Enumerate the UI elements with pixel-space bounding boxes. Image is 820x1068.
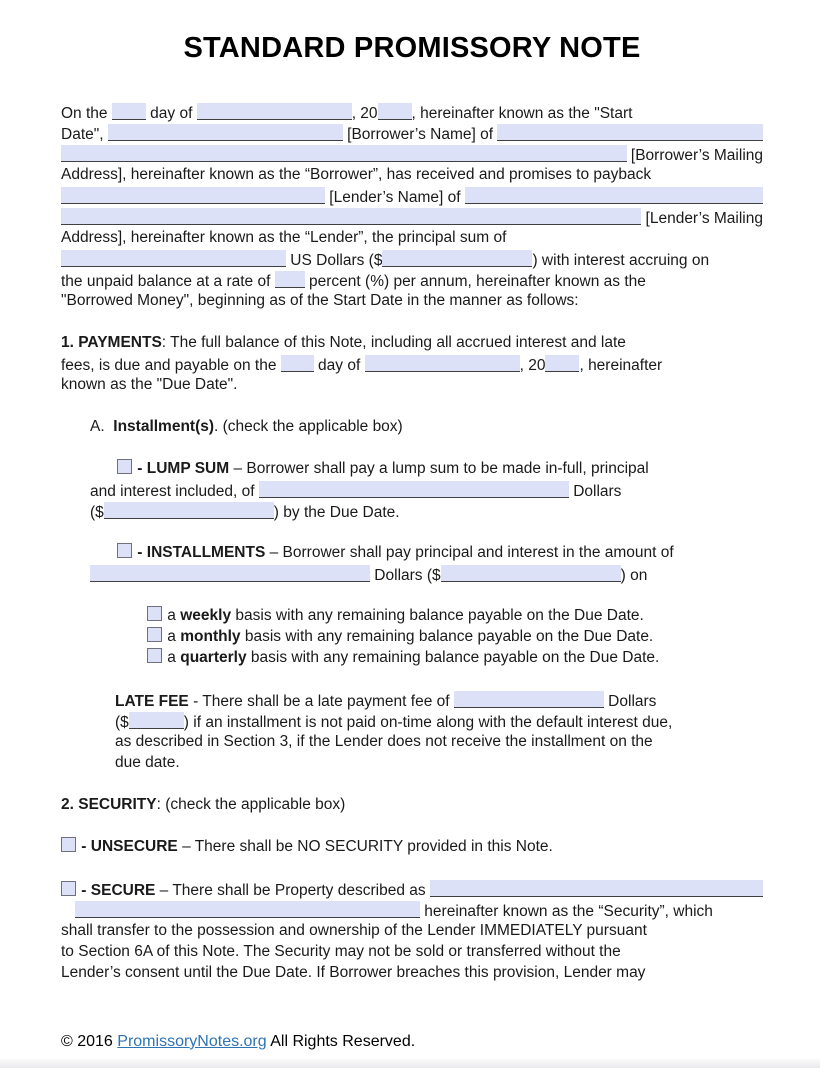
text-run: ) if an installment is not paid on-time along with the default interest due, <box>183 714 673 731</box>
checkbox[interactable] <box>147 627 162 642</box>
document-line <box>90 500 763 521</box>
intro-paragraph <box>61 101 763 311</box>
form-blank-field[interactable] <box>61 208 641 225</box>
page-bottom-edge <box>0 1059 820 1068</box>
form-blank-field[interactable] <box>275 271 305 288</box>
checkbox[interactable] <box>61 881 76 896</box>
form-blank-field[interactable] <box>61 187 325 204</box>
text-run: hereinafter known as the “Security”, which <box>420 903 713 920</box>
document-line <box>61 920 763 941</box>
document-line <box>90 416 763 437</box>
document-line <box>61 794 763 815</box>
document-line <box>147 605 763 626</box>
text-run: ) on <box>620 567 648 584</box>
text-run-bold: monthly <box>180 628 241 645</box>
document-line <box>90 563 763 584</box>
form-blank-field[interactable] <box>61 250 286 267</box>
late-fee-clause <box>61 689 763 773</box>
text-run: , hereinafter known as the "Start <box>411 105 633 122</box>
text-run: fees, is due and payable on the <box>61 357 281 374</box>
form-blank-field[interactable] <box>90 565 370 582</box>
text-run-bold: - UNSECURE <box>77 838 178 855</box>
text-run-bold: LATE FEE <box>115 693 189 710</box>
text-run: due date. <box>115 754 180 771</box>
text-run: the unpaid balance at a rate of <box>61 273 275 290</box>
form-blank-field[interactable] <box>430 880 763 897</box>
form-blank-field[interactable] <box>108 124 343 141</box>
form-blank-field[interactable] <box>129 712 184 729</box>
document-line <box>115 710 763 731</box>
text-run: [Borrower’s Mailing <box>626 147 763 164</box>
form-blank-field[interactable] <box>281 355 314 372</box>
section-2-security <box>61 794 763 815</box>
document-line <box>117 542 763 563</box>
text-run: to Section 6A of this Note. The Security may not be sold or transferred without the <box>61 943 621 960</box>
text-run: [Lender’s Name] of <box>325 189 465 206</box>
form-blank-field[interactable] <box>75 901 420 918</box>
form-blank-field[interactable] <box>454 691 604 708</box>
payment-frequency-options <box>61 605 763 668</box>
text-run: day of <box>145 105 197 122</box>
document-line <box>61 374 763 395</box>
text-run: – Borrower shall pay a lump sum to be made in-full, principal <box>229 460 649 477</box>
document-line <box>115 689 763 710</box>
footer-rights-text: All Rights Reserved. <box>266 1033 416 1050</box>
document-line <box>61 101 763 122</box>
document-line <box>61 353 763 374</box>
text-run: [Borrower’s Name] of <box>342 126 498 143</box>
text-run: – There shall be NO SECURITY provided in this Note. <box>177 838 553 855</box>
document-line <box>75 899 763 920</box>
document-line <box>115 752 763 773</box>
checkbox[interactable] <box>117 459 132 474</box>
text-run: basis with any remaining balance payable on the Due Date. <box>231 607 644 624</box>
text-run: Dollars ($ <box>370 567 441 584</box>
text-run: Date", <box>61 126 108 143</box>
document-line <box>61 248 763 269</box>
text-run: a <box>163 649 181 666</box>
text-run: Address], hereinafter known as the “Borrower”, has received and promises to payback <box>61 166 652 183</box>
document-line <box>147 647 763 668</box>
document-line <box>61 122 763 143</box>
document-line <box>115 731 763 752</box>
section-1-payments <box>61 332 763 395</box>
text-run: Dollars <box>568 483 622 500</box>
text-run: basis with any remaining balance payable on the Due Date. <box>246 649 660 666</box>
page-footer <box>61 1031 415 1052</box>
form-blank-field[interactable] <box>365 355 520 372</box>
document-line <box>61 332 763 353</box>
checkbox[interactable] <box>147 648 162 663</box>
form-blank-field[interactable] <box>441 565 621 582</box>
text-run: ) with interest accruing on <box>532 252 710 269</box>
document-title: STANDARD PROMISSORY NOTE <box>183 32 641 64</box>
text-run: as described in Section 3, if the Lender does not receive the installment on the <box>115 733 653 750</box>
document-line <box>61 227 763 248</box>
text-run-bold: - LUMP SUM <box>133 460 230 477</box>
text-run: - There shall be a late payment fee of <box>188 693 454 710</box>
form-blank-field[interactable] <box>378 103 412 120</box>
text-run: ) by the Due Date. <box>273 504 400 521</box>
text-run: – There shall be Property described as <box>155 882 430 899</box>
secure-option <box>61 878 763 983</box>
checkbox[interactable] <box>117 543 132 558</box>
text-run: , hereinafter <box>579 357 663 374</box>
footer-copyright-text: © 2016 <box>61 1033 118 1050</box>
text-run-bold: weekly <box>180 607 232 624</box>
text-run: US Dollars ($ <box>286 252 383 269</box>
form-blank-field[interactable] <box>104 502 274 519</box>
form-blank-field[interactable] <box>259 481 569 498</box>
text-run: a <box>163 628 181 645</box>
document-line <box>61 941 763 962</box>
installments-option <box>61 542 763 584</box>
text-run: Dollars <box>603 693 657 710</box>
text-run: : (check the applicable box) <box>156 796 346 813</box>
form-blank-field[interactable] <box>61 145 627 162</box>
text-run-bold: 2. SECURITY <box>61 796 157 813</box>
text-run-bold: - INSTALLMENTS <box>133 544 266 561</box>
text-run-bold: Installment(s) <box>113 418 215 435</box>
text-run: "Borrowed Money", beginning as of the Start Date in the manner as follows: <box>61 292 579 309</box>
text-run: day of <box>313 357 365 374</box>
document-line <box>61 290 763 311</box>
text-run: known as the "Due Date". <box>61 376 238 393</box>
text-run: ($ <box>90 504 104 521</box>
text-run: Address], hereinafter known as the “Lender”, the principal sum of <box>61 229 507 246</box>
document-line <box>90 479 763 500</box>
unsecure-option <box>61 836 763 857</box>
document-line <box>117 458 763 479</box>
footer-link[interactable]: PromissoryNotes.org <box>117 1033 267 1050</box>
document-line <box>61 836 763 857</box>
form-blank-field[interactable] <box>465 187 763 204</box>
checkbox[interactable] <box>61 837 76 852</box>
installments-heading <box>61 416 763 437</box>
text-run: . (check the applicable box) <box>214 418 403 435</box>
text-run: [Lender’s Mailing <box>641 210 763 227</box>
text-run: and interest included, of <box>90 483 259 500</box>
text-run: , 20 <box>519 357 546 374</box>
form-blank-field[interactable] <box>497 124 763 141</box>
text-run: , 20 <box>351 105 378 122</box>
text-run-bold: 1. PAYMENTS <box>61 334 162 351</box>
document-line <box>61 164 763 185</box>
text-run: ($ <box>115 714 129 731</box>
document-line <box>61 962 763 983</box>
text-run: On the <box>61 105 112 122</box>
text-run-bold: quarterly <box>180 649 247 666</box>
text-run: – Borrower shall pay principal and interest in the amount of <box>265 544 674 561</box>
document-line <box>61 269 763 290</box>
form-blank-field[interactable] <box>545 355 579 372</box>
text-run: A. <box>90 418 114 435</box>
text-run: basis with any remaining balance payable on the Due Date. <box>240 628 654 645</box>
document-line <box>61 143 763 164</box>
lump-sum-option <box>61 458 763 521</box>
form-blank-field[interactable] <box>197 103 352 120</box>
text-run: shall transfer to the possession and ownership of the Lender IMMEDIATELY pursuant <box>61 922 647 939</box>
text-run: Lender’s consent until the Due Date. If Borrower breaches this provision, Lender may <box>61 964 646 981</box>
form-blank-field[interactable] <box>382 250 532 267</box>
text-run-bold: - SECURE <box>77 882 156 899</box>
form-blank-field[interactable] <box>112 103 146 120</box>
text-run: percent (%) per annum, hereinafter known as the <box>304 273 646 290</box>
document-body <box>61 101 763 983</box>
text-run: : The full balance of this Note, including all accrued interest and late <box>161 334 626 351</box>
text-run: a <box>163 607 181 624</box>
document-line <box>147 626 763 647</box>
checkbox[interactable] <box>147 606 162 621</box>
document-line <box>61 878 763 899</box>
document-line <box>61 206 763 227</box>
document-line <box>61 185 763 206</box>
